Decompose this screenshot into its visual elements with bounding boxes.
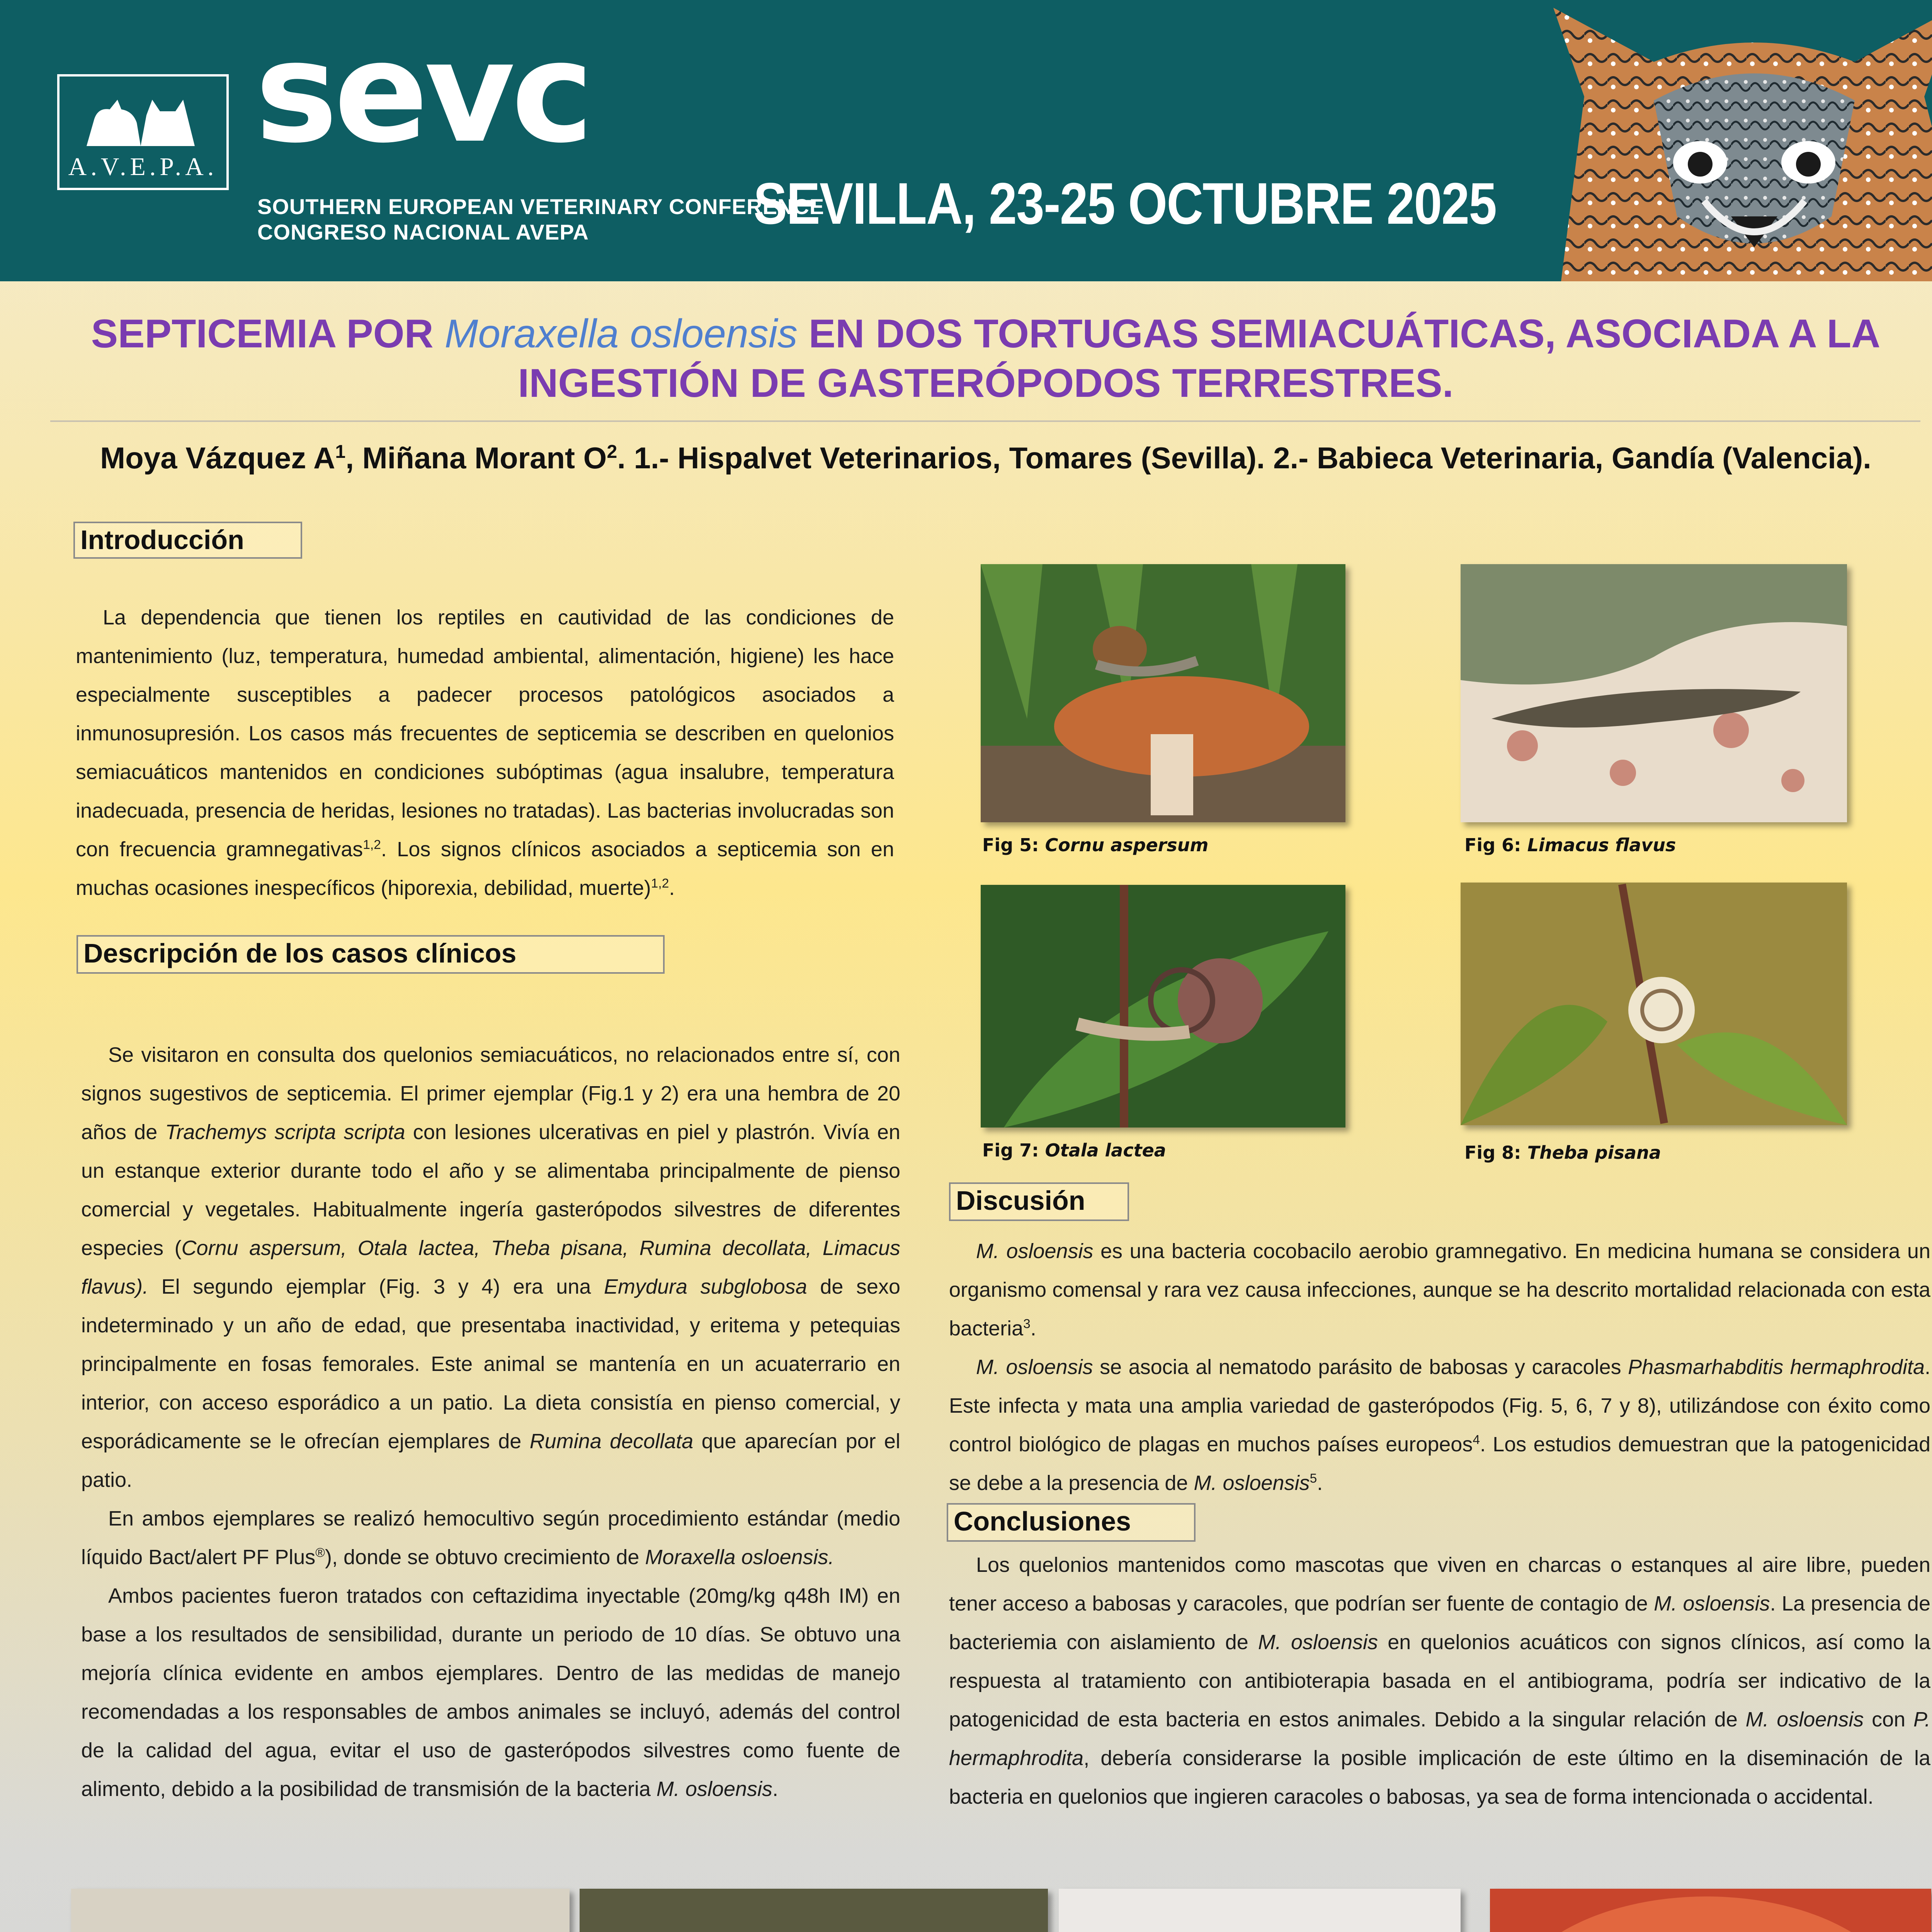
fig8-caption (1464, 1142, 1661, 1163)
fig5-photo (981, 564, 1345, 822)
species-name: Phasmarhabditis hermaphrodita (1628, 1355, 1925, 1379)
species-name: M. osloensis (656, 1777, 773, 1801)
intro-heading: Introducción (73, 522, 302, 559)
cases-text: Se visitaron en consulta dos quelonios semiacuáticos, no relacionados entre sí, con signos sugestivos de septicemia. El primer ejemplar (Fig.1 y 2) era una hembra de 20 años de (81, 1043, 900, 1144)
discussion-text: se asocia al nematodo parásito de babosas y caracoles (1093, 1355, 1628, 1379)
poster-title (23, 309, 1932, 408)
fig3-photo (1059, 1889, 1461, 1932)
species-name: M. osloensis (1194, 1471, 1310, 1495)
intro-text-1: La dependencia que tienen los reptiles en cautividad de las condiciones de mantenimiento (luz, temperatura, humedad ambiental, alimentación, higiene) les hace especialmente susceptibles a padecer procesos patológicos asociados a inmunosupresión. Los casos más frecuentes de septicemia se describen en quelonios semiacuáticos mantenidos en condiciones subóptimas (agua insalubre, temperatura inadecuada, presencia de heridas, lesiones no tratadas). Las bacterias involucradas son con frecuencia gramnegativas (76, 606, 894, 861)
title-divider (50, 420, 1920, 422)
species-name: M. osloensis (1745, 1708, 1864, 1731)
cases-text: ), donde se obtuvo crecimiento de (325, 1546, 645, 1569)
title-species: Moraxella osloensis (444, 311, 798, 356)
fig5-caption (982, 835, 1208, 855)
cases-text: de sexo indeterminado y un año de edad, que presentaba inactividad, y eritema y petequias principalmente en fosas femorales. Este animal se mantenía en un acuaterrario en interior, con acceso esporádico a un patio. La dieta consistía en pienso comercial, y esporádicamente se le ofrecían ejemplares de (81, 1275, 901, 1453)
dog-cat-logo-icon (83, 92, 202, 150)
fig7-label: Fig 7: (982, 1140, 1045, 1161)
dog-mascot-illustration (1538, 0, 1932, 281)
conclusions-text: en quelonios acuáticos con signos clínicos, así como la respuesta al tratamiento con antibioterapia basada en el antibiograma, podría ser indicativo de la patogenicidad de esta bacteria en estos animales. Debido a la singular relación de (949, 1631, 1930, 1731)
discussion-text (949, 1232, 1930, 1502)
author-1: Moya Vázquez A (100, 441, 335, 475)
discussion-text: . Los estudios demuestran que la patogenicidad se debe a la presencia de (949, 1433, 1930, 1495)
affiliations: . 1.- Hispalvet Veterinarios, Tomares (Sevilla). 2.- Babieca Veterinaria, Gandía (Valencia). (617, 441, 1871, 475)
intro-text-2: . Los signos clínicos asociados a septicemia son en muchas ocasiones inespecíficos (hiporexia, debilidad, muerte) (76, 838, 894, 900)
ref-sup: 1,2 (651, 876, 669, 891)
discussion-text: . (1317, 1471, 1323, 1495)
cases-text: que aparecían por el patio. (81, 1430, 900, 1492)
fig1-photo (71, 1889, 570, 1932)
ref-sup: 1,2 (363, 838, 381, 852)
fig4-photo (1490, 1889, 1931, 1932)
species-name: Emydura subglobosa (604, 1275, 807, 1298)
author-2: , Miñana Morant O (345, 441, 607, 475)
fig6-caption (1464, 835, 1676, 855)
fig5-species: Cornu aspersum (1045, 835, 1209, 855)
fig7-species: Otala lactea (1045, 1140, 1166, 1161)
fig8-photo (1461, 883, 1847, 1125)
species-name: Moraxella osloensis. (645, 1546, 834, 1569)
species-name: P. hermaphrodita (949, 1708, 1930, 1770)
cases-text: Ambos pacientes fueron tratados con ceftazidima inyectable (20mg/kg q48h IM) en base a los resultados de sensibilidad, durante un periodo de 10 días. Se obtuvo una mejoría clínica evidente en ambos ejemplares. Dentro de las medidas de manejo recomendadas a los responsables de ambos animales se incluyó, además del control de la calidad del agua, evitar el uso de gasterópodos silvestres como fuente de alimento, debido a la posibilidad de transmisión de la bacteria (81, 1584, 900, 1801)
title-part2: EN DOS TORTUGAS SEMIACUÁTICAS, ASOCIADA A LA (797, 311, 1881, 356)
conference-name: SOUTHERN EUROPEAN VETERINARY CONFERENCE (257, 194, 825, 219)
cases-text (81, 1036, 900, 1808)
fig6-species: Limacus flavus (1527, 835, 1676, 855)
avepa-logo (57, 74, 229, 190)
species-name: Rumina decollata (529, 1430, 694, 1453)
cases-text: con lesiones ulcerativas en piel y plastrón. Vivía en un estanque exterior durante todo el año y se alimentaba principalmente de pienso comercial y vegetales. Habitualmente ingería gasterópodos silvestres de diferentes especies ( (81, 1121, 901, 1260)
species-name: M. osloensis (976, 1355, 1093, 1379)
author-1-affil: 1 (335, 441, 346, 462)
species-name: Cornu aspersum, Otala lactea, Theba pisana, Rumina decollata, Limacus flavus). (81, 1236, 900, 1298)
conclusions-text: con (1864, 1708, 1913, 1731)
fig6-label: Fig 6: (1464, 835, 1527, 855)
fig6-photo (1461, 564, 1847, 822)
conclusions-text: , debería considerarse la posible implicación de este último en la diseminación de la bacteria en quelonios que ingieren caracoles o babosas, ya sea de forma intencionada o accidental. (949, 1747, 1930, 1808)
ref-sup: 3 (1023, 1317, 1031, 1331)
cases-text: . (772, 1777, 779, 1801)
authors-line (23, 440, 1932, 476)
fig7-caption (982, 1140, 1166, 1161)
discussion-text: . (1030, 1317, 1036, 1340)
discussion-text: . Este infecta y mata una amplia variedad de gasterópodos (Fig. 5, 6, 7 y 8), utilizándose con éxito como control biológico de plagas en muchos países europeos (949, 1355, 1930, 1456)
species-name: Trachemys scripta scripta (165, 1121, 405, 1144)
ref-sup: 5 (1310, 1471, 1317, 1486)
event-date: SEVILLA, 23-25 OCTUBRE 2025 (753, 171, 1497, 236)
fig8-species: Theba pisana (1527, 1142, 1661, 1163)
discussion-heading: Discusión (949, 1182, 1129, 1221)
fig2-photo (580, 1889, 1048, 1932)
fig7-photo (981, 885, 1345, 1128)
species-name: M. osloensis (1654, 1592, 1770, 1615)
conclusions-heading: Conclusiones (947, 1503, 1196, 1542)
cases-text: El segundo ejemplar (Fig. 3 y 4) era una (148, 1275, 604, 1298)
avepa-logo-text: A.V.E.P.A. (68, 153, 218, 181)
title-line2: INGESTIÓN DE GASTERÓPODOS TERRESTRES. (518, 361, 1454, 406)
species-name: M. osloensis (976, 1240, 1094, 1263)
title-part1: SEPTICEMIA POR (91, 311, 445, 356)
intro-text-3: . (669, 876, 675, 900)
congress-name: CONGRESO NACIONAL AVEPA (257, 220, 589, 244)
conclusions-text: . La presencia de bacteriemia con aislamiento de (949, 1592, 1930, 1654)
fig5-label: Fig 5: (982, 835, 1045, 855)
author-2-affil: 2 (607, 441, 617, 462)
intro-text (76, 598, 894, 907)
conclusions-text (949, 1546, 1930, 1816)
fig8-label: Fig 8: (1464, 1142, 1527, 1163)
registered-mark: ® (315, 1546, 325, 1560)
ref-sup: 4 (1473, 1433, 1480, 1447)
discussion-text: es una bacteria cocobacilo aerobio gramnegativo. En medicina humana se considera un organismo comensal y rara vez causa infecciones, aunque se ha descrito mortalidad relacionada con esta bacteria (949, 1240, 1930, 1340)
conclusions-text: Los quelonios mantenidos como mascotas que viven en charcas o estanques al aire libre, pueden tener acceso a babosas y caracoles, que podrían ser fuente de contagio de (949, 1553, 1930, 1615)
cases-text: En ambos ejemplares se realizó hemocultivo según procedimiento estándar (medio líquido Bact/alert PF Plus (81, 1507, 900, 1569)
species-name: M. osloensis (1258, 1631, 1378, 1654)
sevc-logo: sevc (255, 12, 590, 173)
cases-heading: Descripción de los casos clínicos (77, 935, 665, 974)
